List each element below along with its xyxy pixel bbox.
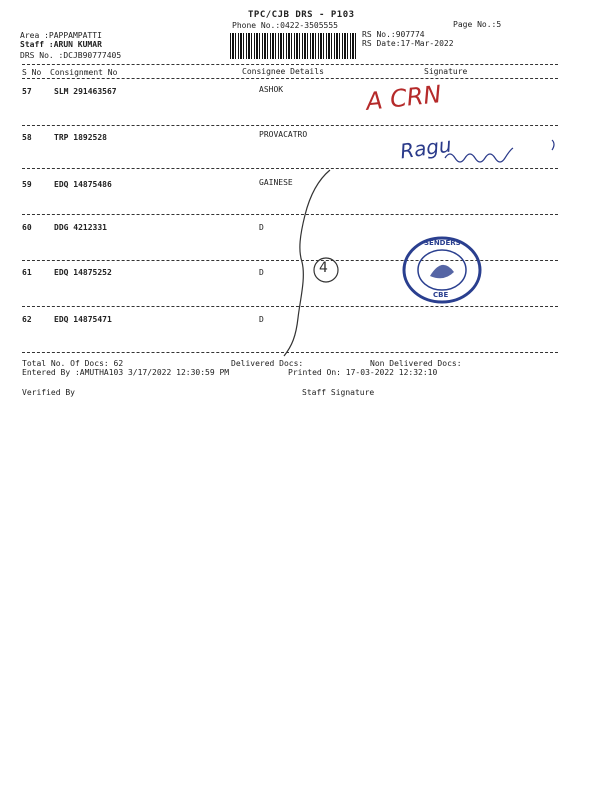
- row-consignee: PROVACATRO: [259, 130, 308, 139]
- staff-name: Staff :ARUN KUMAR: [20, 40, 102, 49]
- row-sno: 62: [22, 315, 32, 324]
- total-docs: Total No. Of Docs: 62: [22, 359, 124, 368]
- col-header-consignee: Consignee Details: [242, 67, 324, 76]
- round-stamp: [402, 236, 482, 304]
- row-consignment: EDQ 14875252: [54, 268, 112, 277]
- row-consignment: EDQ 14875471: [54, 315, 112, 324]
- delivered-docs: Delivered Docs:: [231, 359, 304, 368]
- phone-number: Phone No.:0422-3505555: [232, 21, 338, 30]
- row-sno: 57: [22, 87, 32, 96]
- row-consignee: GAINESE: [259, 178, 293, 187]
- col-header-consignment: Consignment No: [50, 68, 118, 77]
- row-consignment: SLM 291463567: [54, 87, 117, 96]
- row-divider: [22, 125, 558, 126]
- row-sno: 59: [22, 180, 32, 189]
- row-divider: [22, 352, 558, 353]
- handwritten-signature-row57: A CRN: [364, 80, 443, 116]
- row-divider: [22, 214, 558, 215]
- row-divider: [22, 168, 558, 169]
- row-sno: 61: [22, 268, 32, 277]
- row-consignee: D: [259, 268, 264, 277]
- divider: [22, 64, 558, 65]
- barcode: [230, 33, 358, 59]
- row-consignment: TRP 1892528: [54, 133, 107, 142]
- rs-number: RS No.:907774: [362, 30, 425, 39]
- page-number: Page No.:5: [453, 20, 502, 29]
- divider: [22, 78, 558, 79]
- row-consignee: ASHOK: [259, 85, 284, 94]
- col-header-sno: S No: [22, 68, 42, 77]
- document-title: TPC/CJB DRS - P103: [248, 10, 355, 20]
- drs-number: DRS No. :DCJB90777405: [20, 51, 122, 60]
- handwritten-signature-row58: Ragu: [398, 132, 453, 164]
- col-header-signature: Signature: [424, 67, 468, 76]
- staff-signature: Staff Signature: [302, 388, 375, 397]
- area-label: Area :PAPPAMPATTI: [20, 31, 102, 40]
- row-consignment: EDQ 14875486: [54, 180, 112, 189]
- row-consignee: D: [259, 315, 264, 324]
- stamp-bottom-text: CBE: [433, 291, 449, 299]
- row-sno: 60: [22, 223, 32, 232]
- verified-by: Verified By: [22, 388, 75, 397]
- rs-date: RS Date:17-Mar-2022: [362, 39, 454, 48]
- entered-by: Entered By :AMUTHA103 3/17/2022 12:30:59 PM: [22, 368, 230, 377]
- row-consignee: D: [259, 223, 264, 232]
- row-consignment: DDG 4212331: [54, 223, 107, 232]
- row-divider: [22, 306, 558, 307]
- non-delivered-docs: Non Delivered Docs:: [370, 359, 462, 368]
- handwritten-mark-4: 4: [319, 260, 328, 276]
- row-sno: 58: [22, 133, 32, 142]
- printed-on: Printed On: 17-03-2022 12:32:10: [288, 368, 438, 377]
- stamp-top-text: SENDERS: [424, 239, 461, 247]
